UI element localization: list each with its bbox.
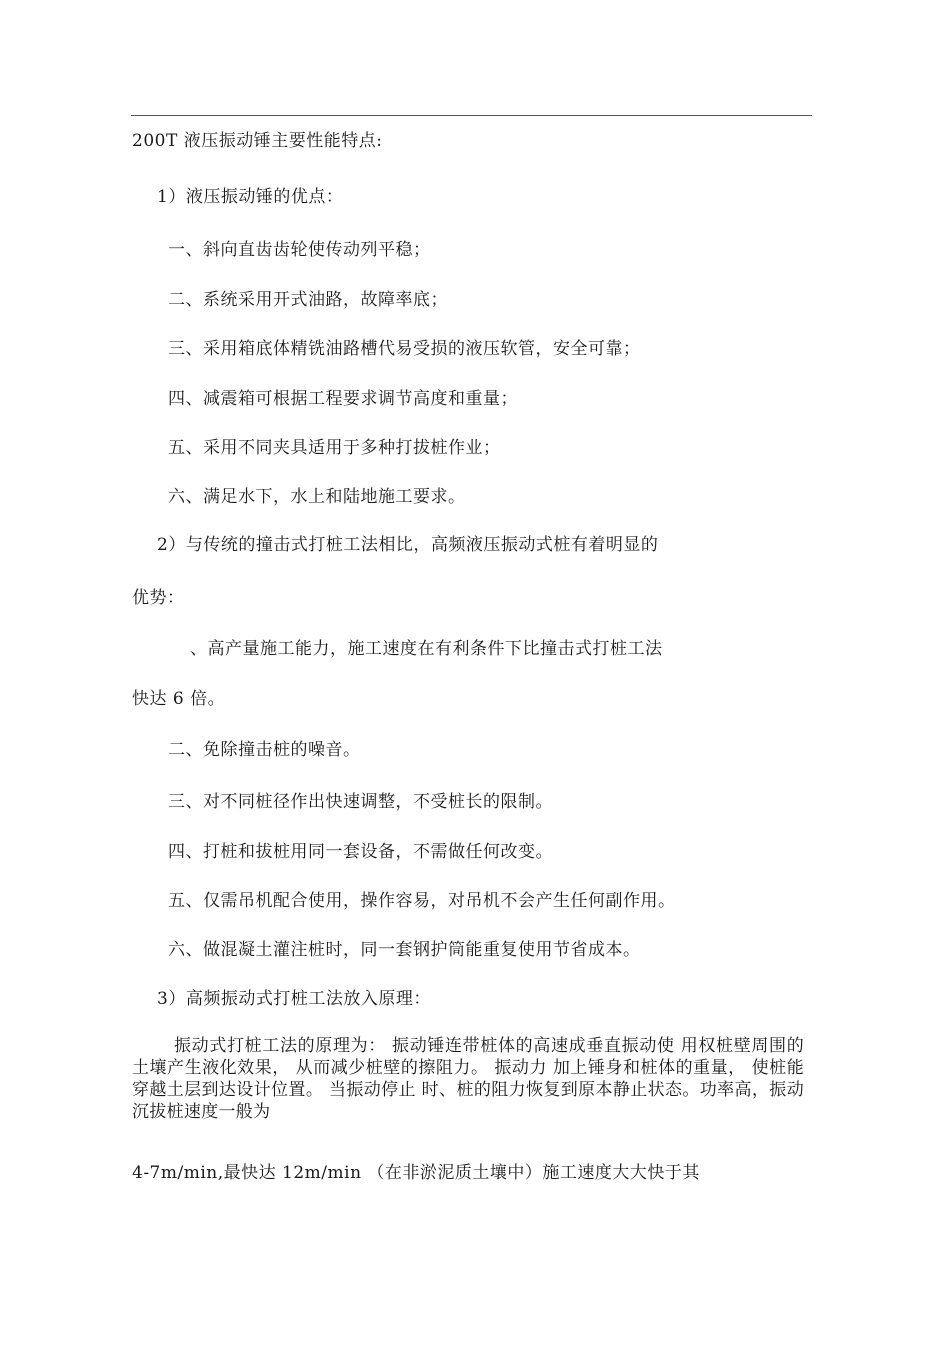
section1-item-6: 六、满足水下，水上和陆地施工要求。 <box>168 487 466 507</box>
section2-item-3: 三、对不同桩径作出快速调整，不受桩长的限制。 <box>168 792 553 812</box>
section1-heading: 1）液压振动锤的优点： <box>157 187 344 207</box>
section1-item-3: 三、采用箱底体精铣油路槽代易受损的液压软管，安全可靠； <box>168 339 641 359</box>
section1-item-4: 四、减震箱可根据工程要求调节高度和重量； <box>168 389 518 409</box>
section1-item-5: 五、采用不同夹具适用于多种打拔桩作业； <box>168 438 501 458</box>
section2-item-6: 六、做混凝土灌注桩时，同一套钢护筒能重复使用节省成本。 <box>168 940 641 960</box>
section1-item-1: 一、斜向直齿齿轮使传动列平稳； <box>168 240 431 260</box>
section1-item-2: 二、系统采用开式油路，故障率底； <box>168 290 448 310</box>
section3-last-line: 4-7m/min,最快达 12m/min （在非淤泥质土壤中）施工速度大大快于其 <box>132 1163 700 1183</box>
section3-heading: 3）高频振动式打桩工法放入原理： <box>157 989 431 1009</box>
section2-heading-line2: 优势： <box>132 588 185 608</box>
header-rule <box>131 115 812 116</box>
section2-item-1-line2: 快达 6 倍。 <box>132 689 226 709</box>
section2-item-1-line1: 、高产量施工能力，施工速度在有利条件下比撞击式打桩工法 <box>190 639 663 659</box>
section2-item-4: 四、打桩和拔桩用同一套设备，不需做任何改变。 <box>168 842 553 862</box>
section2-item-5: 五、仅需吊机配合使用，操作容易，对吊机不会产生任何副作用。 <box>168 891 676 911</box>
section2-heading-line1: 2）与传统的撞击式打桩工法相比，高频液压振动式桩有着明显的 <box>157 535 659 555</box>
section2-item-2: 二、免除撞击桩的噪音。 <box>168 740 361 760</box>
section3-paragraph: 振动式打桩工法的原理为： 振动锤连带桩体的高速成垂直振动使 用权桩壁周围的土壤产生液化效果， 从而减少桩壁的擦阻力。 振动力 加上锤身和桩体的重量， 使桩能穿越土层到达设计位置。 当振动停止 时、桩的阻力恢复到原本静止状态。功率高，振动沉拔桩速度一般为 <box>132 1036 804 1122</box>
document-title: 200T 液压振动锤主要性能特点: <box>132 131 383 151</box>
